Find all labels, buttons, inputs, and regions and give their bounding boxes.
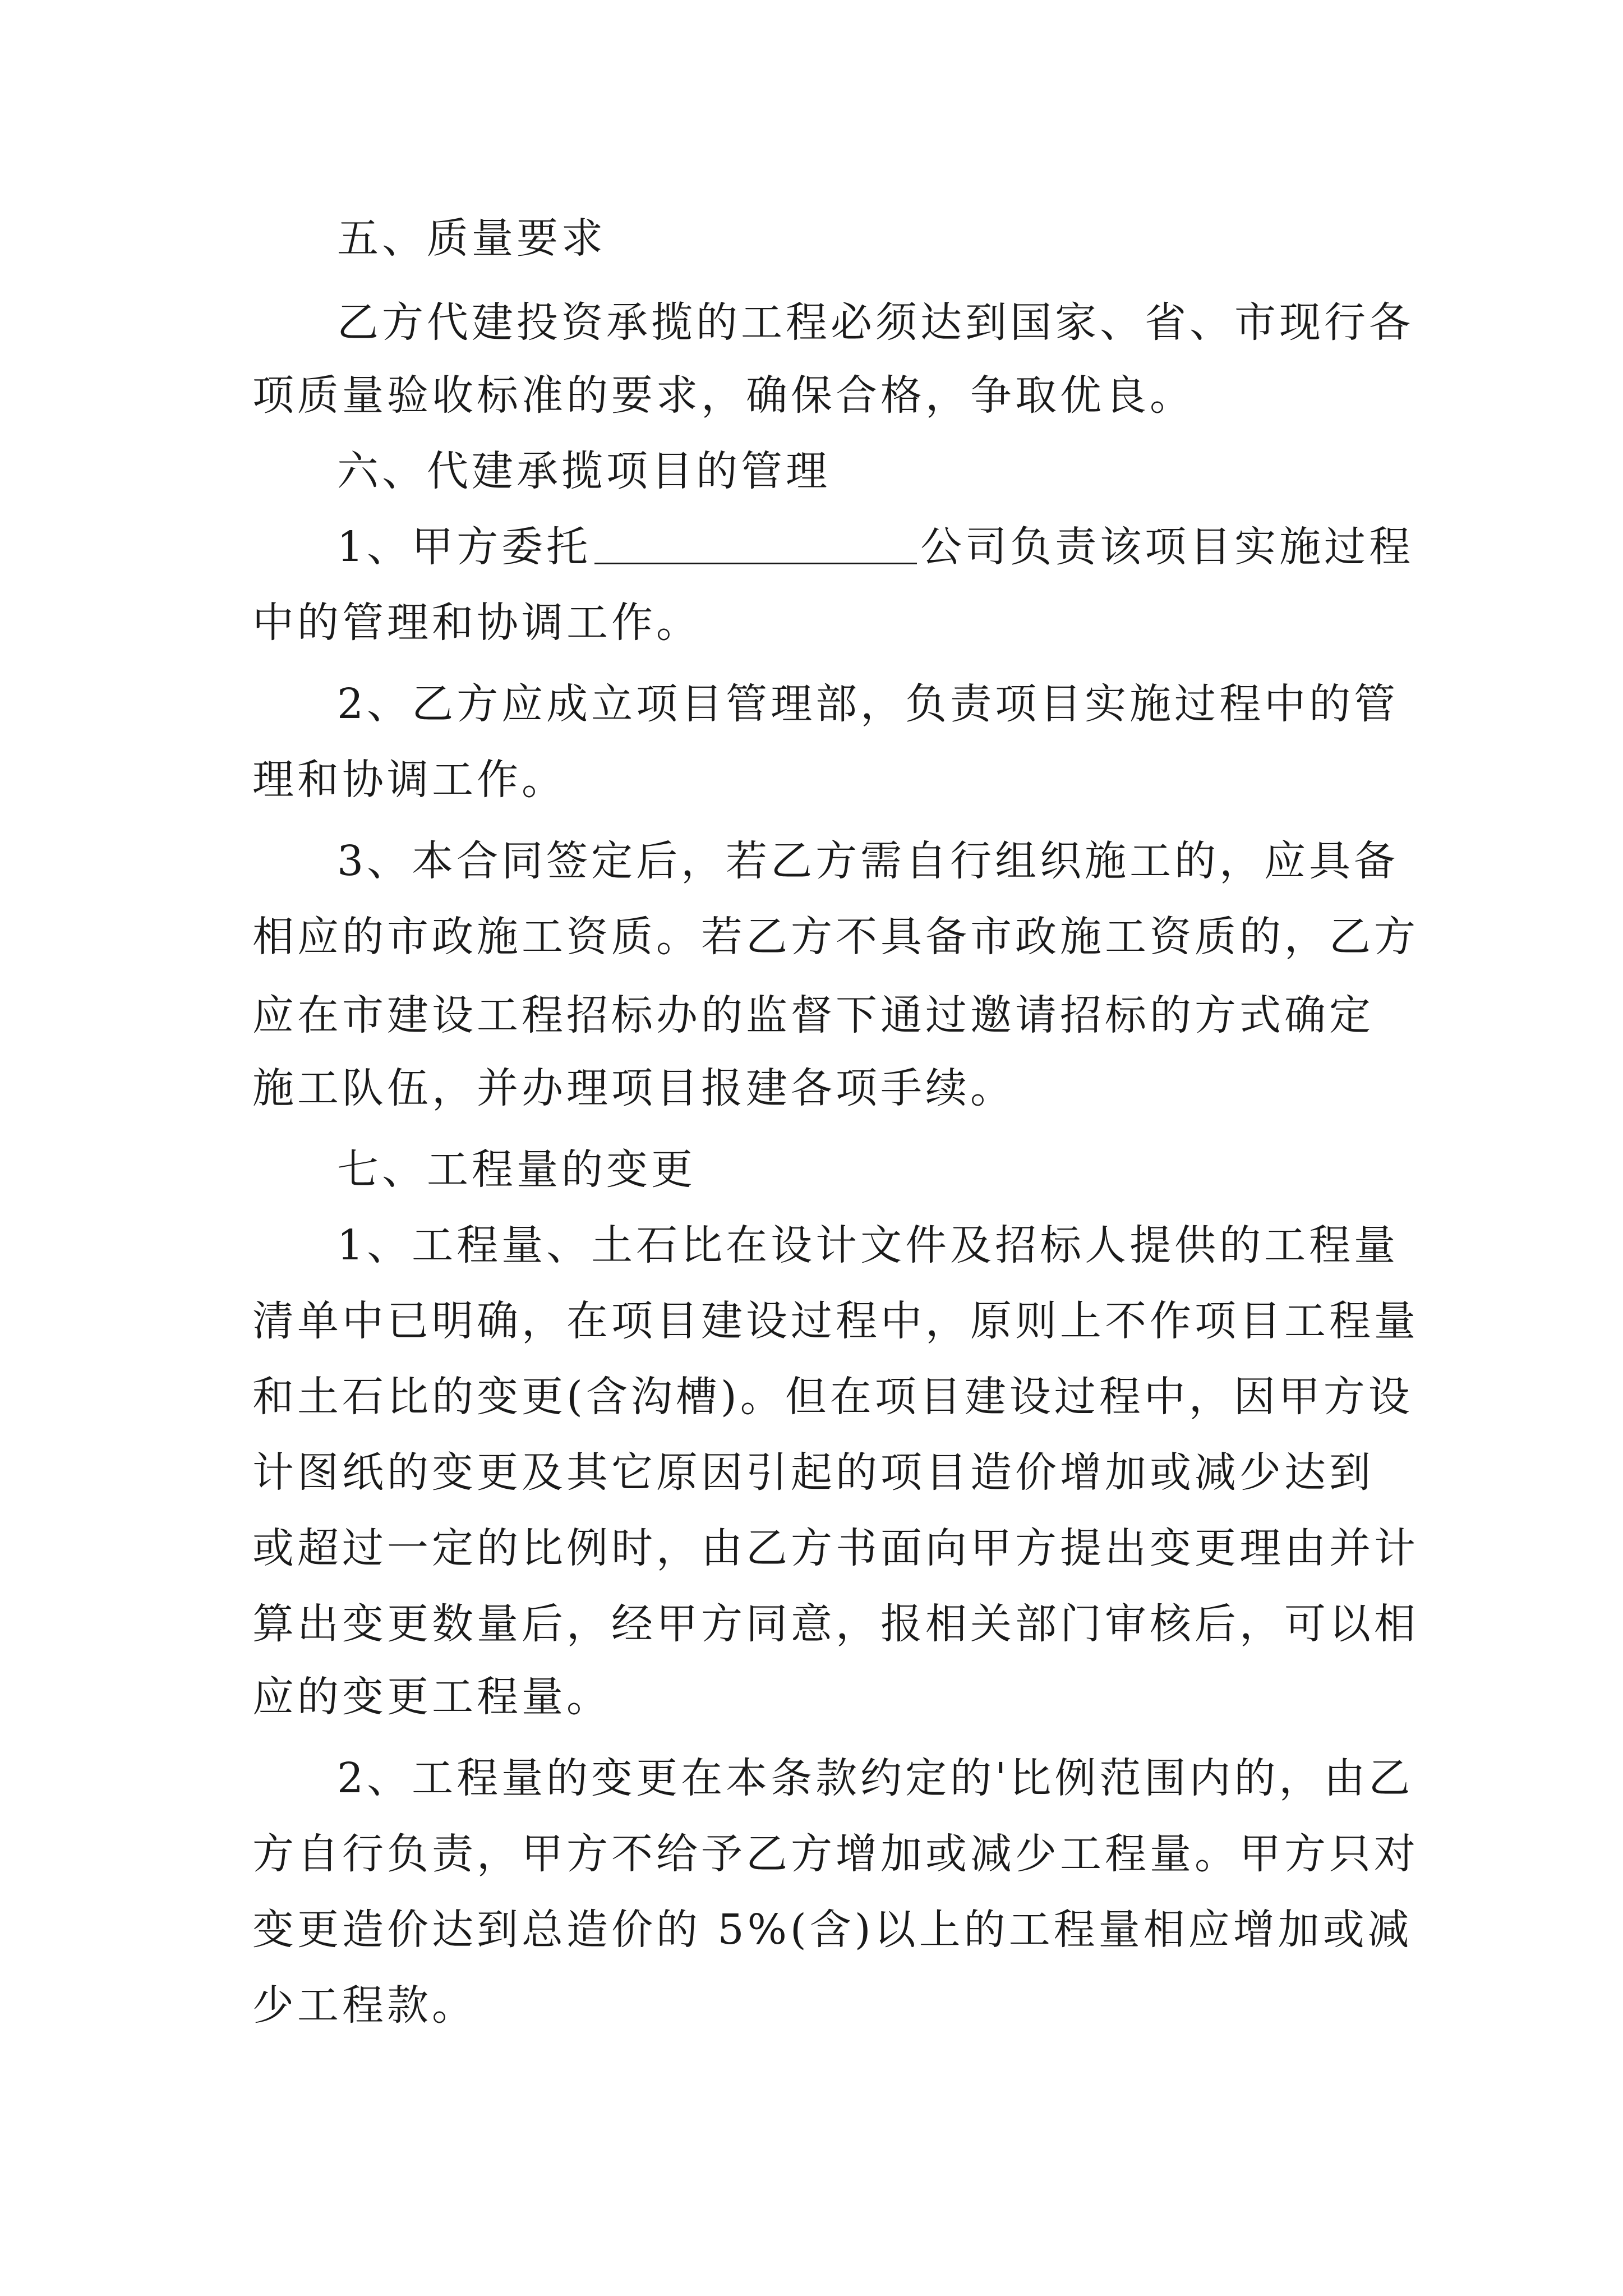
paragraph-line: 少工程款。 <box>252 1981 477 2030</box>
paragraph-line: 应的变更工程量。 <box>252 1673 611 1721</box>
paragraph-line: 理和协调工作。 <box>252 756 566 804</box>
paragraph-line: 1、工程量、土石比在设计文件及招标人提供的工程量 <box>337 1221 1399 1269</box>
paragraph-line: 施工队伍，并办理项目报建各项手续。 <box>252 1064 1015 1112</box>
section-heading-quality: 五、质量要求 <box>337 214 606 263</box>
paragraph-line: 项质量验收标准的要求，确保合格，争取优良。 <box>252 371 1195 420</box>
section-heading-management: 六、代建承揽项目的管理 <box>337 447 831 495</box>
paragraph-line: 或超过一定的比例时，由乙方书面向甲方提出变更理由并计 <box>252 1524 1419 1572</box>
paragraph-line: 计图纸的变更及其它原因引起的项目造价增加或减少达到 <box>252 1448 1374 1497</box>
paragraph-line: 相应的市政施工资质。若乙方不具备市政施工资质的，乙方 <box>252 913 1419 961</box>
paragraph-line-with-blank <box>337 519 1414 575</box>
paragraph-line: 2、工程量的变更在本条款约定的'比例范围内的，由乙 <box>337 1754 1414 1802</box>
paragraph-line: 和土石比的变更(含沟槽)。但在项目建设过程中，因甲方设 <box>252 1373 1413 1421</box>
clause-suffix: 公司负责该项目实施过程 <box>920 523 1414 571</box>
fill-in-blank <box>594 523 917 564</box>
paragraph-line: 变更造价达到总造价的 5%(含)以上的工程量相应增加或减 <box>252 1906 1413 1954</box>
paragraph-line: 中的管理和协调工作。 <box>252 599 701 647</box>
paragraph-line: 算出变更数量后，经甲方同意，报相关部门审核后，可以相 <box>252 1600 1419 1648</box>
clause-prefix: 1、甲方委托 <box>337 523 592 571</box>
paragraph-line: 清单中已明确，在项目建设过程中，原则上不作项目工程量 <box>252 1297 1419 1345</box>
paragraph-line: 乙方代建投资承揽的工程必须达到国家、省、市现行各 <box>337 298 1414 347</box>
paragraph-line: 2、乙方应成立项目管理部，负责项目实施过程中的管 <box>337 680 1399 728</box>
paragraph-line: 方自行负责，甲方不给予乙方增加或减少工程量。甲方只对 <box>252 1830 1419 1878</box>
section-heading-quantity-change: 七、工程量的变更 <box>337 1145 696 1194</box>
paragraph-line: 3、本合同签定后，若乙方需自行组织施工的，应具备 <box>337 837 1399 885</box>
paragraph-line: 应在市建设工程招标办的监督下通过邀请招标的方式确定 <box>252 991 1374 1039</box>
